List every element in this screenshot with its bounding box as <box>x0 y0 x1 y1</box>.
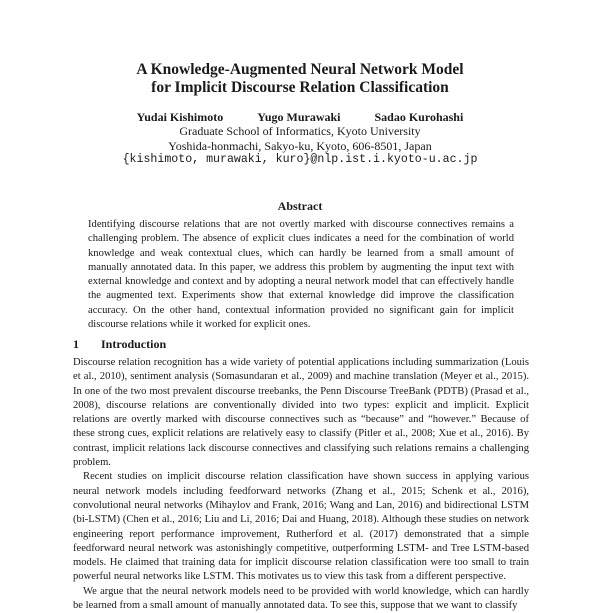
email-address: {kishimoto, murawaki, kuro}@nlp.ist.i.kyoto-u.ac.jp <box>122 153 478 166</box>
affiliation: Graduate School of Informatics, Kyoto University <box>179 124 421 138</box>
abstract-heading: Abstract <box>277 199 323 213</box>
author-list <box>0 110 600 125</box>
author-name: Yudai Kishimoto <box>136 110 224 124</box>
section-body <box>73 356 529 613</box>
abstract-text: Identifying discourse relations that are not overtly marked with discourse connectives remains a challenging problem. The absence of explicit clues indicates a need for the combination of world knowledge and weak contextual clues, which can hardly be learned from a small amount of manually annotated data. In this paper, we address this problem by augmenting the input text with external knowledge and context and by adopting a neural network model that can effectively handle the augmented text. Experiments show that external knowledge did improve the classification accuracy. On the other hand, contextual information provided no significant gain for implicit discourse relations while it worked for explicit ones. <box>88 219 514 331</box>
section-title: Introduction <box>101 337 167 351</box>
body-paragraph: We argue that the neural network models need to be provided with world knowledge, which can hardly be learned from a small amount of manually annotated data. To see this, suppose that we want to classify <box>73 585 529 612</box>
title-line-1: A Knowledge-Augmented Neural Network Model <box>136 61 464 78</box>
body-paragraph: Discourse relation recognition has a wide variety of potential applications including summarization (Louis et al., 2010), sentiment analysis (Somasundaran et al., 2009) and machine translation (Meyer et al., 2015). In one of the two most prevalent discourse treebanks, the Penn Discourse TreeBank (PDTB) (Prasad et al., 2008), discourse relations are conventionally divided into two types: explicit and implicit. Explicit relations are overtly marked with discourse connectives such as “because” and “however.” Because of these strong cues, explicit relations are relatively easy to classify (Pitler et al., 2008; Xue et al., 2016). By contrast, implicit relations lack discourse connectives and classifying such relations remains a challenging problem. <box>73 357 529 469</box>
affiliation-block <box>0 124 600 168</box>
section-heading <box>73 337 166 352</box>
author-name: Yugo Murawaki <box>257 110 341 124</box>
title-line-2: for Implicit Discourse Relation Classification <box>151 79 449 96</box>
body-paragraph: Recent studies on implicit discourse relation classification have shown success in applying various neural network models including feedforward networks (Zhang et al., 2015; Schenk et al., 2016), convolutional neural networks (Mihaylov and Frank, 2016; Wang and Lan, 2016) and bidirectional LSTM (bi-LSTM) (Chen et al., 2016; Liu and Li, 2016; Dai and Huang, 2018). Although these studies on network engineering report performance improvement, Rutherford et al. (2017) demonstrated that a simple feedforward neural network was astonishingly competitive, outperforming LSTM- and Tree LSTM-based models. He claimed that training data for implicit discourse relation classification were too small to train powerful neural networks like LSTM. This motivates us to view this task from a different perspective. <box>73 471 529 583</box>
section-number: 1 <box>73 337 79 351</box>
author-name: Sadao Kurohashi <box>374 110 464 124</box>
paper-title <box>0 61 600 97</box>
address: Yoshida-honmachi, Sakyo-ku, Kyoto, 606-8501, Japan <box>168 138 432 153</box>
